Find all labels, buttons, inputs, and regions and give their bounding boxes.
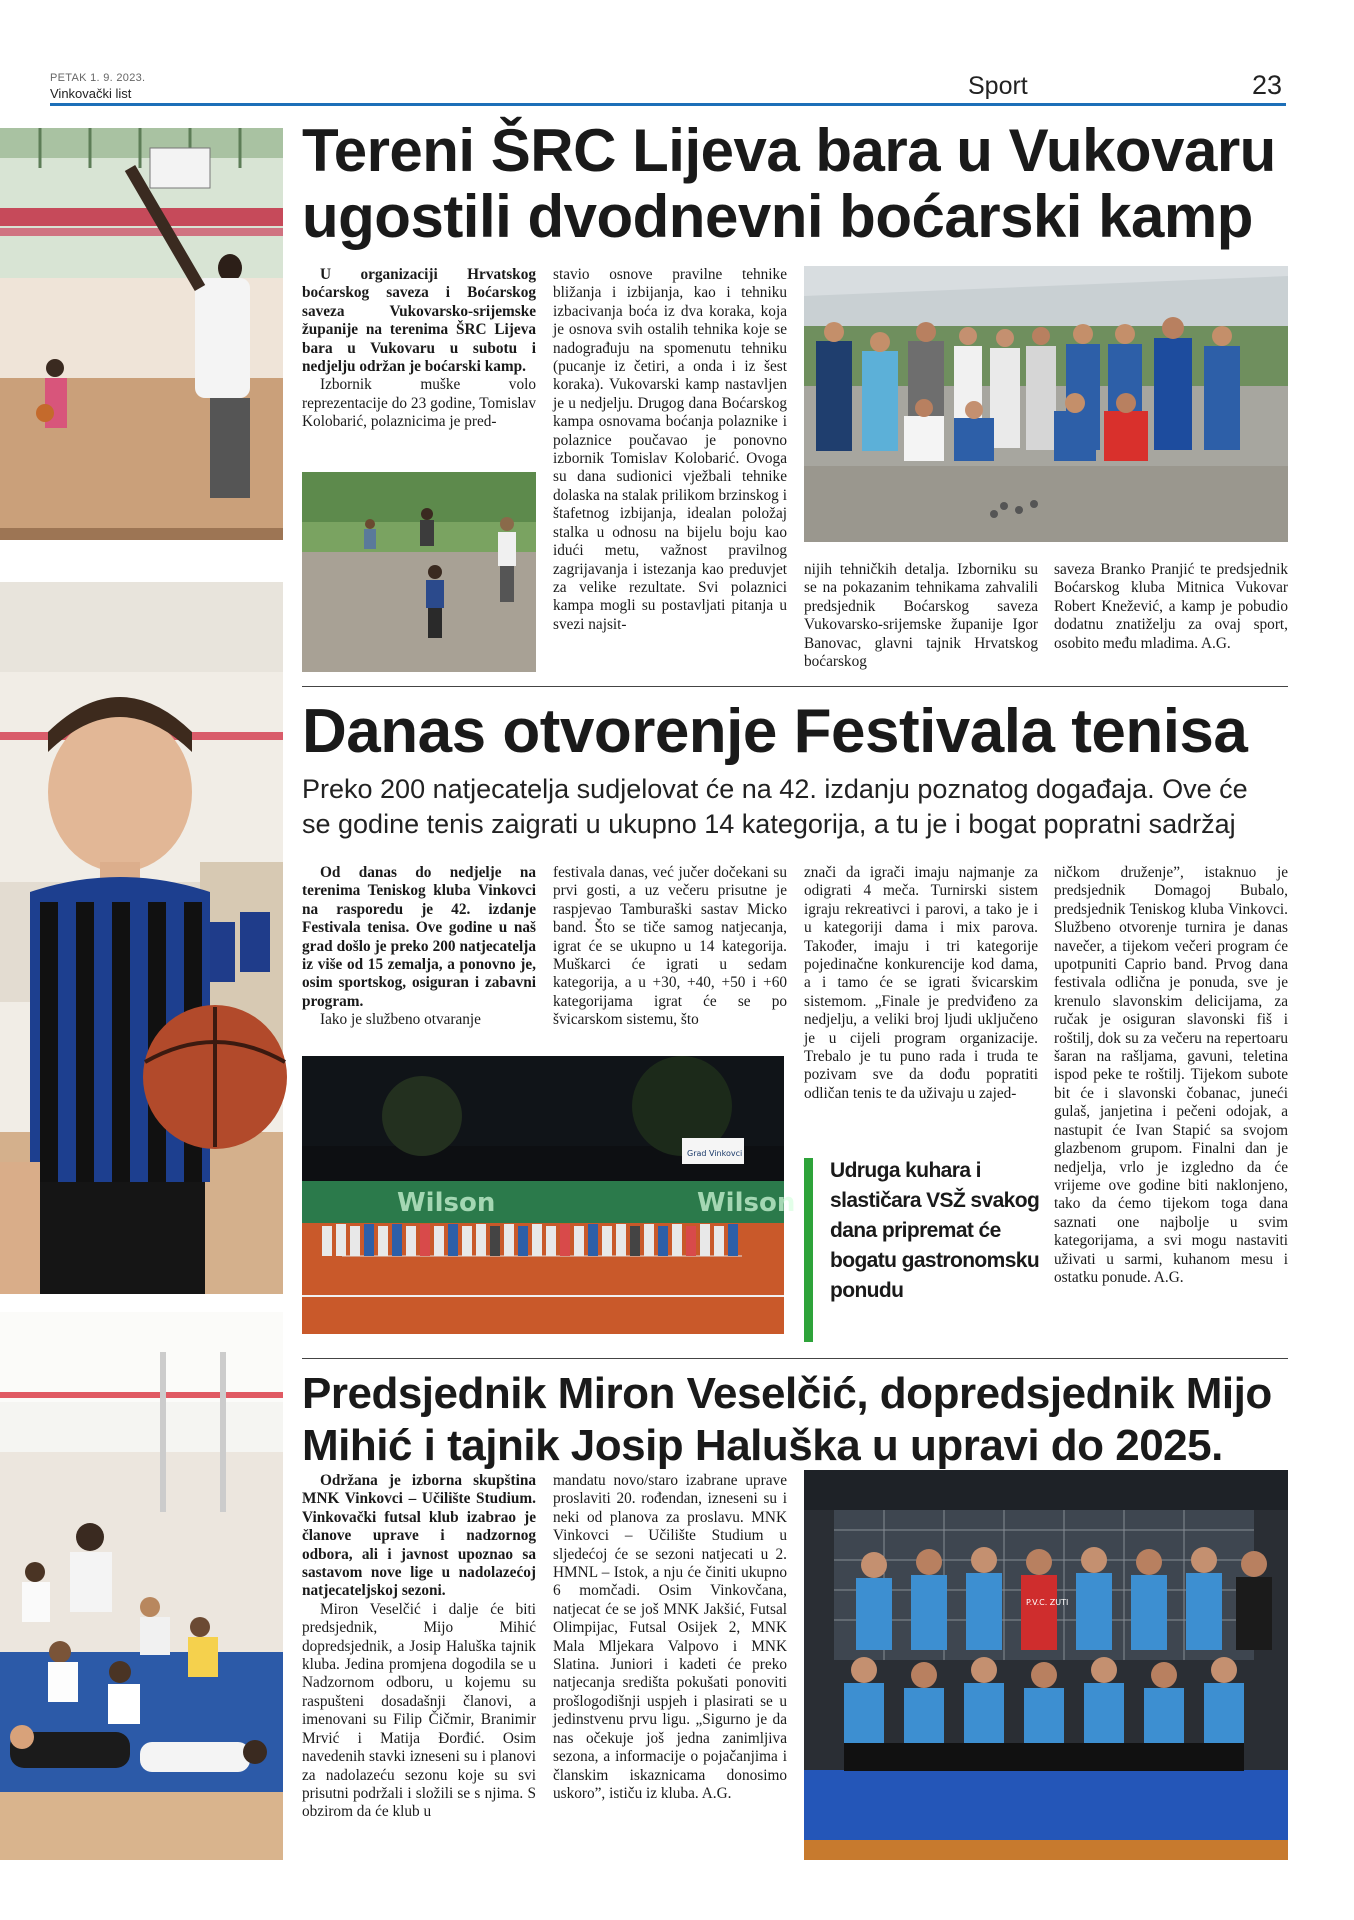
article-divider-2 (302, 1358, 1288, 1359)
article2-pullquote: Udruga kuhara i slastičara VSŽ svakog dana pripremat će bogatu gastronomsku ponudu (830, 1159, 1040, 1302)
tennis-photo-sign-wilson: Wilson (397, 1188, 496, 1218)
tennis-photo-sign-city: Grad Vinkovci (687, 1149, 743, 1158)
article1-column-2 (553, 266, 787, 634)
article1-column-4-text: saveza Branko Pranjić te predsjednik Boćarskog kluba Mitnica Vukovar Robert Knežević, a kamp je pobudio dodatnu znatiželju za ovaj sport, osobito među mladima. A.G. (1054, 561, 1288, 652)
article3-column-1 (302, 1472, 536, 1822)
article1-column-3 (804, 561, 1038, 671)
article1-photo-bocce-training (302, 472, 536, 672)
article2-column-2 (553, 864, 787, 1030)
article2-deck-line1: Preko 200 natjecatelja sudjelovat će na 42. izdanju poznatog događaja. Ove će (302, 774, 1248, 804)
article3-column-2-text: mandatu novo/staro izabrane uprave proslaviti 20. rođendan, izneseni su i neki od planova za proslavu. MNK Vinkovci – Učilište Studium u sljedećoj će se sezoni natjecati u 2. HMNL – Istok, a nju će činiti ukupno 6 momčadi. Osim Vinkovčana, natjecat će se još MNK Jakšić, Futsal Olimpijac, Futsal Osijek 2, MNK Mala Mljekara Valpovo i MNK Slatina. Juniori i kadeti će preko natjecanja središta pokušati ponoviti prošlogodišnji uspjeh i plasirati se u jedinstvenu prvu ligu. „Sigurno je da nas očekuje još jedna zanimljiva sezona, a informacije o pojačanjima i članskim iskaznicama donosimo uskoro”, ističu iz kluba. A.G. (553, 1472, 787, 1802)
article1-column-3-text: nijih tehničkih detalja. Izborniku su se na pokazanim tehnikama zahvalili predsjednik Boćarskog saveza Vukovarsko-srijemske županije Igor Banovac, glavni tajnik Hrvatskog boćarskog (804, 561, 1038, 671)
left-photo-boy-with-basketball (0, 582, 283, 1294)
article1-photo-group (804, 266, 1288, 542)
article1-headline-line2: ugostili dvodnevni boćarski kamp (302, 183, 1253, 250)
issue-date: PETAK 1. 9. 2023. (50, 72, 146, 84)
article2-lead: Od danas do nedjelje na terenima Teniskog kluba Vinkovci na rasporedu je 42. izdanje Festivala tenisa. Ove godine u naš grad došlo je preko 200 natjecatelja iz više od 15 zemalja, a ponovno je, osim sportskog, osiguran i zabavni program. (302, 864, 536, 1010)
article1-headline-line1: Tereni ŠRC Lijeva bara u Vukovaru (302, 117, 1276, 184)
article2-column-4-text: ničkom druženje”, istaknuo je predsjednik Domagoj Bubalo, predsjednik Teniskog kluba Vinkovci. Službeno otvorenje turnira je danas navečer, a tijekom večeri program će upotpuniti Caprio band. Prvog dana festivala odlična je ponuda, sve je krenulo slavonskim delicijama, za ručak je osiguran slavonski fiš i roštilj, dok su za večeru na repertoaru šaran na rašljama, gavuni, teletina ispod peke te roštilj. Tijekom subote bit će i slavonski čobanac, juneći gulaš, janjetina i pečeni odojak, a nastupit će Ivan Stapić sa svojom glazbenom grupom. Finalni dan je nedjelja, vrlo je izgledno da će vrijeme ove godine biti naklonjeno, tako da ćemo tijekom toga dana saznati one najbolje u svim kategorijama, a svi mogu nastaviti uživati u sarmi, kuhanom mesu i ostatku ponude. A.G. (1054, 864, 1288, 1286)
article1-column-2-text: stavio osnove pravilne tehnike bližanja i izbijanja, kao i tehniku izbacivanja boća iz dva koraka, koja je osnova svih ostalih tehnika koje se nadograđuju na spomenutu tehniku (pucanje iz četiri, a onda i iz šest koraka). Vukovarski kamp nastavljen je u nedjelju. Drugog dana Boćarskog kampa osnovama boćanja polaznike i polaznice poučavao je ponovno izbornik Tomislav Kolobarić. Ovoga su dana sudionici vježbali tehnike dolaska na stalak prilikom brzinskog i štafetnog izbijanja, idealan položaj stalka u odnosu na bijelu boju kao idući metu, važnost pravilnog zagrijavanja i istezanja kao preduvjet za velike rezultate. Svi polaznici kampa mogli su postavljati pitanja u svezi najsit- (553, 266, 787, 633)
article2-headline: Danas otvorenje Festivala tenisa (302, 697, 1248, 766)
article2-photo-tennis-court (302, 1056, 796, 1334)
article-divider-1 (302, 686, 1288, 687)
article1-lead: U organizaciji Hrvatskog boćarskog saveza i Boćarskog saveza Vukovarsko-srijemske županije na terenima ŠRC Lijeva bara u Vukovaru u subotu i nedjelju održan je boćarski kamp. (302, 266, 536, 376)
article3-lead: Održana je izborna skupština MNK Vinkovci – Učilište Studium. Vinkovački futsal klub izabrao je članove uprave i nadzornog odbora, ali i javnost upoznao sa sastavom nove lige u nadolazećoj natjecateljskoj sezoni. (302, 1472, 536, 1600)
article2-column-2-text: festivala danas, već jučer dočekani su prvi gosti, a uz večeru prisutne je raspjevao Tamburaški sastav Micko band. Što se tiče samog natjecanja, igrat će se ukupno u 14 kategorija. Muškarci će igrati u sedam kategorija, a u +30, +40, +50 i +60 kategorijama igrat će se po švicarskom sistemu, što (553, 864, 787, 1029)
section-title: Sport (968, 72, 1028, 100)
left-photo-basketball-hall (0, 128, 283, 540)
newspaper-name: Vinkovački list (50, 86, 132, 101)
article1-headline (302, 118, 1292, 250)
article3-paragraph: Miron Veselčić i dalje će biti predsjednik, Mijo Mihić dopredsjednik, a Josip Haluška tajnik kluba. Jedina promjena dogodila se u Nadzornom odboru, u kojemu su raspušteni dosadašnji članovi, a imenovani su Filip Čičmir, Branimir Mrvić i Matija Đorđić. Osim navedenih stavki izneseni su i planovi za nadolazeću sezonu koje su svi prisutni podržali i složili se s njima. S obzirom da će klub u (302, 1600, 536, 1821)
pullquote-accent-bar (804, 1158, 813, 1342)
article2-column-1 (302, 864, 536, 1030)
futsal-photo-jersey-text: P.V.C. ZUTI (1026, 1598, 1069, 1607)
article3-headline (302, 1368, 1292, 1472)
article2-column-4 (1054, 864, 1288, 1287)
article2-deck-line2: se godine tenis zaigrati u ukupno 14 kategorija, a tu je i bogat popratni sadržaj (302, 809, 1236, 839)
article3-photo-futsal-team (804, 1470, 1288, 1860)
article3-column-2 (553, 1472, 787, 1803)
page-number: 23 (1252, 70, 1283, 100)
article3-headline-line1: Predsjednik Miron Veselčić, dopredsjednik Mijo (302, 1369, 1272, 1418)
article1-column-1 (302, 266, 536, 432)
header-rule (50, 103, 1286, 106)
tennis-photo-sign-wilson-2: Wilson (697, 1188, 796, 1218)
article2-deck (302, 772, 1292, 842)
article2-column-3 (804, 864, 1038, 1103)
article3-headline-line2: Mihić i tajnik Josip Haluška u upravi do 2025. (302, 1421, 1223, 1470)
article1-column-4 (1054, 561, 1288, 653)
left-photo-kids-classroom (0, 1312, 283, 1860)
article1-paragraph: Izbornik muške volo reprezentacije do 23 godine, Tomislav Kolobarić, polaznicima je pred- (302, 376, 536, 431)
article2-column-3-text: znači da igrači imaju najmanje za odigrati 4 meča. Turnirski sistem igraju rekreativci i parovi, a tako je i u kategoriji dama i mix parova. Također, imaju i tri kategorije pojedinačne konkurencije kod dama, a i tamo će se igrati švicarskim sistemom. „Finale je predviđeno za nedjelju, a veliki broj ljudi uključeno je u cijeli program organizacije. Trebalo je tu puno rada i truda te pozivam sve da dođu popratiti odličan tenis te da uživaju u zajed- (804, 864, 1038, 1102)
article2-paragraph: Iako je službeno otvaranje (320, 1011, 481, 1029)
